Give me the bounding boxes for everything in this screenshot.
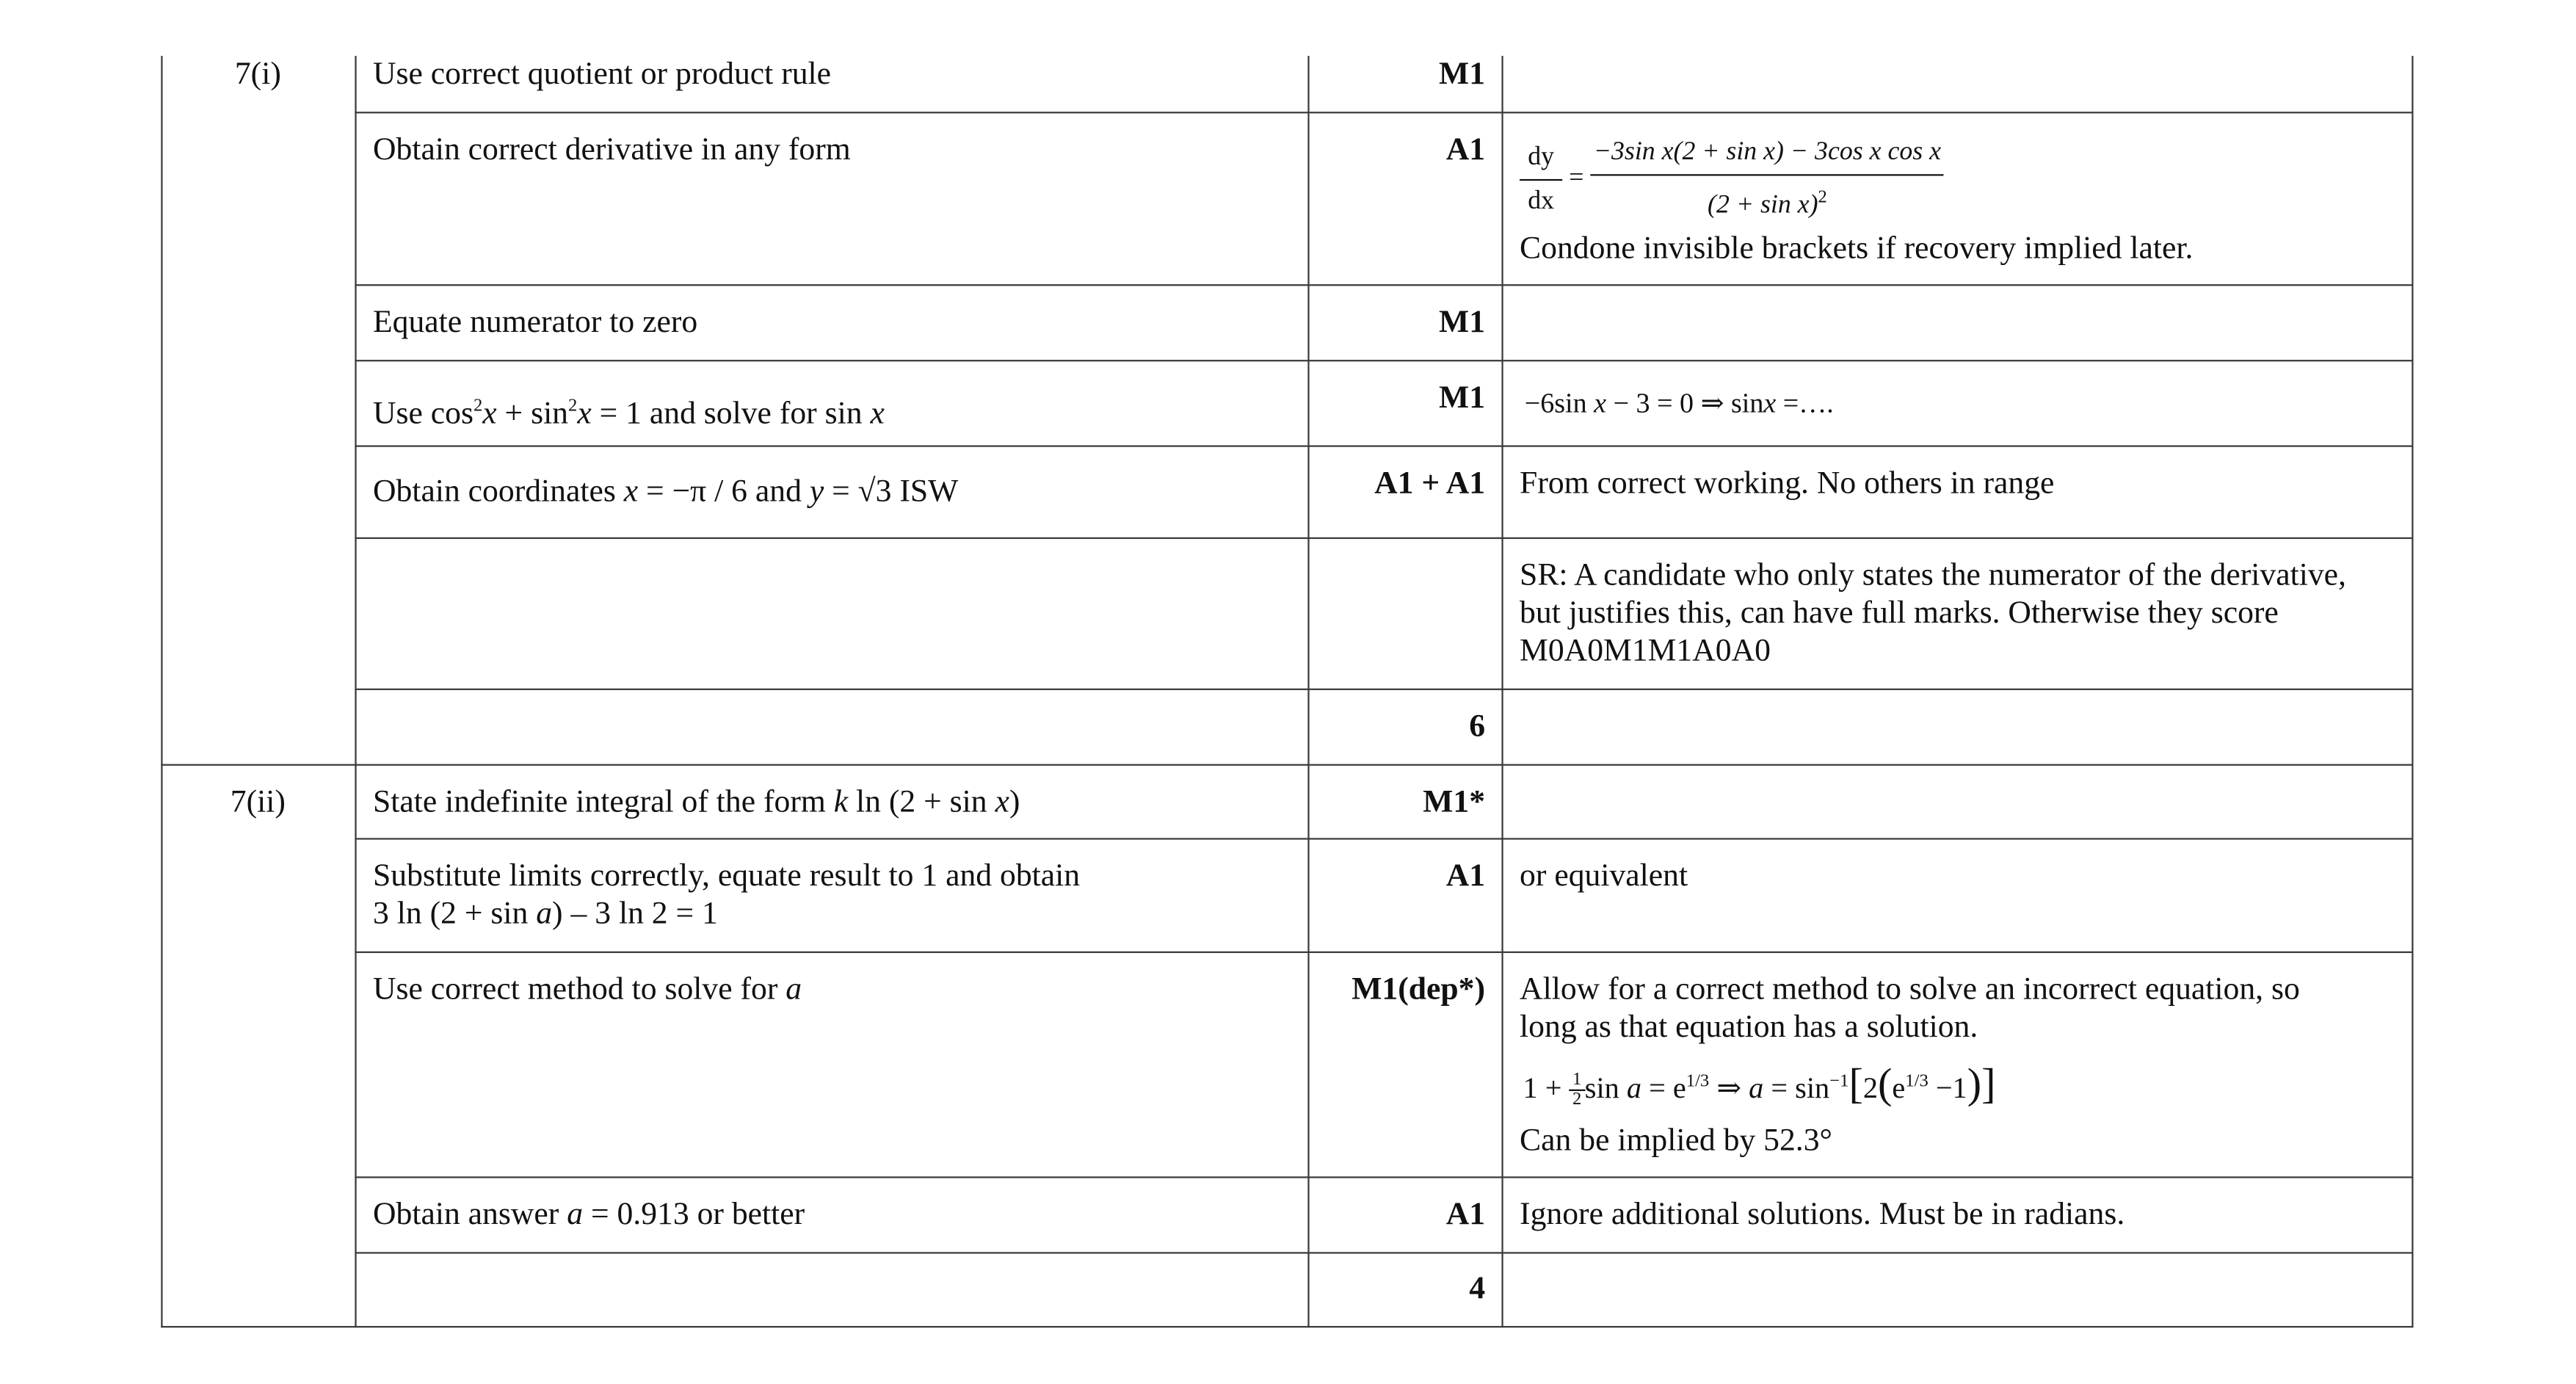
answer-text: Equate numerator to zero [373,305,698,341]
mark: A1 [1445,133,1486,168]
total-marks: 6 [1469,709,1486,744]
answer-text: Use $\cos^2x + \sin^2x = 1$ and solve for sin x [373,396,885,432]
special-ruling-text: SR: A candidate who only states the numerator of the derivative, but justifies this, can have full marks. Otherwise they score M0A0M1M1A0A0 [1520,558,2346,669]
column-divider [1501,56,1503,1327]
mark: M1 [1439,305,1486,341]
answer-text: Obtain answer a = 0.913 or better [373,1198,805,1233]
row-divider [355,284,2413,286]
guidance-formula: −6sin x − 3 = 0 ⇒ sinx =…. [1524,388,1834,419]
row-divider [355,1252,2413,1254]
total-marks: 4 [1469,1272,1486,1307]
answer-text: Use correct quotient or product rule [373,57,832,93]
table-border-left [161,56,163,1327]
answer-text: State indefinite integral of the form k ln (2 + sin x) [373,785,1020,820]
guidance-text: Can be implied by 52.3° [1520,1123,1832,1159]
mark: M1 [1439,57,1486,93]
answer-text: Substitute limits correctly, equate result to 1 and obtain 3 ln (2 + sin a) – 3 ln 2 = 1 [373,859,1081,932]
mark: A1 [1445,859,1486,894]
row-divider [355,1176,2413,1178]
mark: M1(dep*) [1352,972,1486,1007]
answer-text: Use correct method to solve for a [373,972,802,1007]
guidance-text: Allow for a correct method to solve an incorrect equation, so long as that equation has a solution. [1520,972,2300,1046]
question-number: 7(ii) [230,785,286,820]
mark: A1 [1445,1198,1486,1233]
guidance-text: or equivalent [1520,859,1688,894]
answer-text: Obtain correct derivative in any form [373,133,851,168]
row-divider [355,537,2413,540]
question-number: 7(i) [234,57,281,93]
guidance-text: From correct working. No others in range [1520,466,2055,501]
row-divider [355,112,2413,114]
derivative-formula: $\frac{dy}{dx}$ = $\frac{\text{−3sin x(2 + sin x) − 3cos x cos x}}{(2 + \sin x)^2}$ [1520,131,1944,228]
answer-text: Obtain coordinates x = −π / 6 and y = √3 ISW [373,474,959,510]
guidance-text: Condone invisible brackets if recovery implied later. [1520,231,2194,267]
table-border-bottom [161,1326,2413,1328]
mark: M1 [1439,381,1486,416]
column-divider [355,56,357,1327]
row-divider [355,838,2413,840]
guidance-text: Ignore additional solutions. Must be in radians. [1520,1198,2125,1233]
row-divider [355,445,2413,447]
mark: A1 + A1 [1374,466,1486,501]
table-border-right [2412,56,2414,1327]
solution-formula: 1 + $\frac{1}{2}$ $\sin a = e^{1/3}$ ⇒ $a = \sin^{-1}[2(e^{1/3} -1)]$ [1523,1059,1996,1110]
column-divider [1307,56,1310,1327]
row-divider [355,360,2413,362]
mark: M1* [1423,785,1486,820]
part-divider [161,764,2413,767]
row-divider [355,952,2413,954]
row-divider [355,689,2413,691]
